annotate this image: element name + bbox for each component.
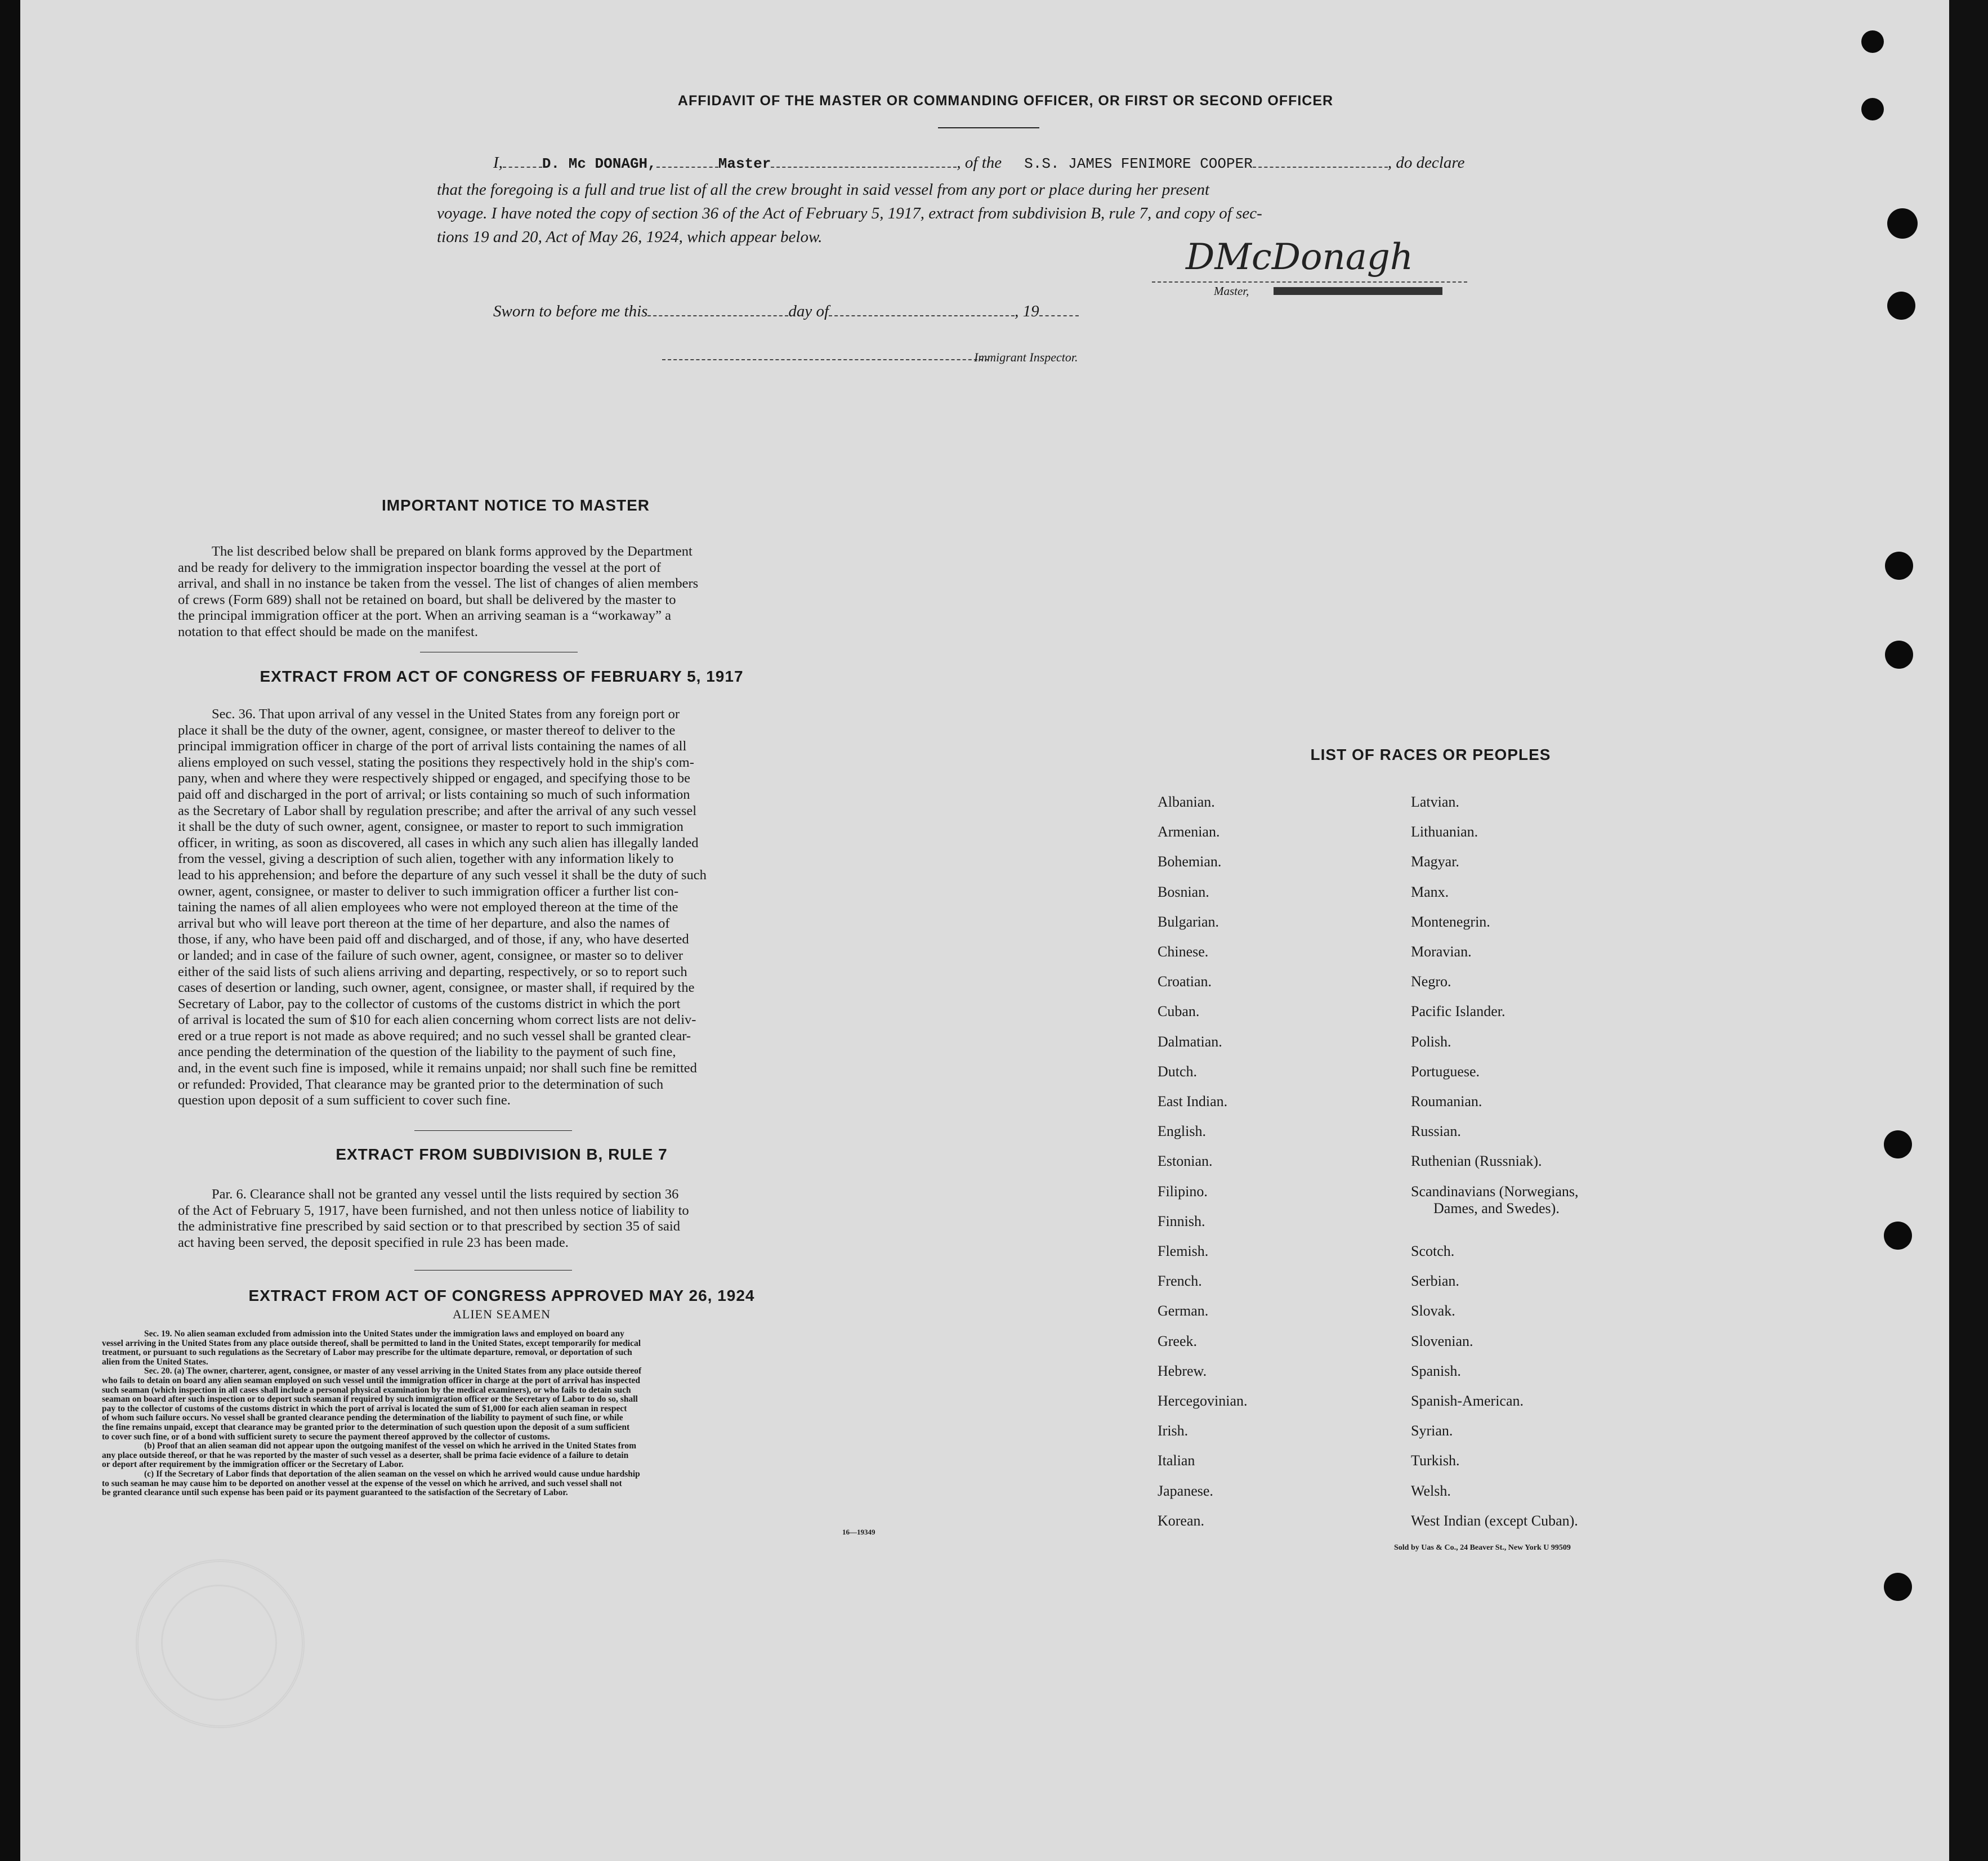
race-item: Italian — [1158, 1452, 1195, 1469]
binder-hole — [1887, 208, 1918, 239]
extract-1924-subheading: ALIEN SEAMEN — [453, 1307, 551, 1321]
extract-line: alien from the United States. — [102, 1357, 208, 1367]
extract-line: ered or a true report is not made as above required; and no such vessel shall be granted clear- — [178, 1028, 691, 1044]
extract-line: lead to his apprehension; and before the departure of any such vessel it shall be the duty of such — [178, 867, 707, 883]
extract-line: it shall be the duty of such owner, agent, consignee, or master to report to such immigration — [178, 819, 683, 835]
sworn-line — [493, 299, 1079, 323]
race-item: German. — [1158, 1303, 1209, 1319]
extract-line: from the vessel, giving a description of such alien, together with any information likely to — [178, 851, 674, 867]
extract-rule7-heading: EXTRACT FROM SUBDIVISION B, RULE 7 — [336, 1146, 668, 1163]
race-item: Filipino. — [1158, 1183, 1208, 1200]
race-item: Roumanian. — [1411, 1093, 1482, 1110]
race-item: Latvian. — [1411, 794, 1459, 810]
race-item: Albanian. — [1158, 794, 1215, 810]
rank-trailer — [771, 155, 957, 168]
race-item: Turkish. — [1411, 1452, 1460, 1469]
extract-line: seaman on board after such inspection or to deport such seaman if required by such immigration officer or the Secretary of Labor to do so, shall — [102, 1394, 638, 1404]
extract-line: or refunded: Provided, That clearance may be granted prior to the determination of such — [178, 1076, 664, 1092]
extract-line: place it shall be the duty of the owner, agent, consignee, or master thereof to deliver to the — [178, 722, 676, 738]
extract-line: the fine remains unpaid, except that clearance may be granted prior to the determination of such question upon the deposit of a sum sufficient — [102, 1422, 630, 1432]
extract-line: treatment, or pursuant to such regulations as the Secretary of Labor may prescribe for the ultimate departure, removal, or deportation of such — [102, 1348, 632, 1358]
declaration-line-1 — [493, 151, 1529, 176]
notice-line: The list described below shall be prepared on blank forms approved by the Department — [212, 544, 693, 559]
extract-line: owner, agent, consignee, or master to deliver to such immigration officer a further list con- — [178, 883, 679, 899]
binder-hole — [1885, 552, 1913, 580]
extract-line: of whom such failure occurs. No vessel shall be granted clearance pending the determination of the liability to payment of such fine, or while — [102, 1413, 623, 1423]
extract-line: or landed; and in case of the failure of such owner, agent, consignee, or master so to deliver — [178, 947, 683, 963]
vessel-trailer — [1253, 155, 1388, 168]
do-declare-label: , do declare — [1387, 154, 1465, 172]
sworn-label: Sworn to before me this — [493, 302, 648, 320]
extract-line: ance pending the determination of the question of the liability to the payment of such fine, — [178, 1044, 676, 1060]
embossed-seal — [136, 1559, 305, 1728]
notice-line: arrival, and shall in no instance be taken from the vessel. The list of changes of alien members — [178, 576, 699, 592]
race-item: Flemish. — [1158, 1243, 1209, 1259]
binder-hole — [1861, 98, 1884, 120]
race-item: Hebrew. — [1158, 1362, 1207, 1379]
i-label: I, — [493, 154, 503, 172]
race-item: Scotch. — [1411, 1243, 1455, 1259]
extract-line: pany, when and where they were respectively shipped or engaged, and specifying those to be — [178, 771, 691, 786]
binder-hole — [1861, 30, 1884, 53]
extract-line: Par. 6. Clearance shall not be granted any vessel until the lists required by section 36 — [212, 1187, 679, 1202]
master-name: D. Mc DONAGH, — [542, 155, 656, 172]
race-item: Spanish-American. — [1411, 1393, 1524, 1409]
race-item: Montenegrin. — [1411, 913, 1490, 930]
inspector-label: Immigrant Inspector. — [974, 350, 1078, 364]
race-item: French. — [1158, 1273, 1202, 1290]
extract-line: question upon deposit of a sum sufficient to cover such fine. — [178, 1093, 511, 1108]
extract-line: Sec. 20. (a) The owner, charterer, agent, consignee, or master of any vessel arriving in the United States from any place outside thereof — [144, 1366, 642, 1376]
race-item: Moravian. — [1411, 943, 1472, 960]
extract-line: arrival but who will leave port thereon at the time of her departure, and also the names of — [178, 915, 670, 931]
extract-line: paid off and discharged in the port of arrival; or lists containing so much of such information — [178, 786, 690, 802]
extract-line: and, in the event such fine is imposed, while it remains unpaid; nor shall such fine be remitted — [178, 1061, 697, 1076]
extract-line: pay to the collector of customs of the customs district in which the port of arrival is located the sum of $1,000 for each alien seaman in respect — [102, 1403, 627, 1413]
race-item: Croatian. — [1158, 973, 1212, 990]
race-item: Lithuanian. — [1411, 824, 1478, 840]
race-item: Dutch. — [1158, 1063, 1198, 1080]
extract-line: (b) Proof that an alien seaman did not appear upon the outgoing manifest of the vessel on which he arrived in the United States from — [144, 1441, 637, 1451]
race-item: Finnish. — [1158, 1213, 1205, 1229]
race-item: Greek. — [1158, 1332, 1198, 1349]
race-item: Pacific Islander. — [1411, 1003, 1505, 1020]
day-of-label: day of — [788, 302, 829, 320]
notice-body — [178, 544, 825, 641]
binder-hole — [1884, 1573, 1912, 1601]
affidavit-title: AFFIDAVIT OF THE MASTER OR COMMANDING OFFICER, OR FIRST OR SECOND OFFICER — [677, 93, 1334, 109]
declaration-line-2: that the foregoing is a full and true list of all the crew brought in said vessel from any port or place during her present — [437, 181, 1210, 199]
extract-line: such seaman (which inspection in all cases shall include a personal physical examination by the medical examiners), or who fails to detain such — [102, 1385, 631, 1395]
inspector-signature-line[interactable] — [662, 359, 989, 360]
master-rank: Master — [718, 155, 771, 172]
struck-out-text — [1274, 287, 1442, 295]
race-item: Welsh. — [1411, 1482, 1451, 1499]
sworn-year-blank[interactable] — [1039, 304, 1079, 316]
scan-border — [1949, 0, 1988, 1861]
extract-rule7-body — [178, 1187, 825, 1251]
race-item: Bosnian. — [1158, 883, 1209, 900]
notice-line: of crews (Form 689) shall not be retained on board, but shall be delivered by the master to — [178, 592, 676, 607]
races-heading: LIST OF RACES OR PEOPLES — [1310, 746, 1551, 763]
race-item: Portuguese. — [1411, 1063, 1480, 1080]
sworn-day-blank[interactable] — [647, 304, 788, 316]
binder-hole — [1884, 1130, 1912, 1158]
race-item: Spanish. — [1411, 1362, 1461, 1379]
race-item: Japanese. — [1158, 1482, 1213, 1499]
signature-line — [1152, 281, 1467, 283]
extract-line: any place outside thereof, or that he was reported by the master of such vessel as a deserter, shall be prima facie evidence of a failure to detain — [102, 1450, 629, 1460]
race-item: Estonian. — [1158, 1153, 1213, 1170]
extract-line: cases of desertion or landing, such owner, agent, consignee, or master shall, if required by the — [178, 980, 695, 996]
extract-1924-body — [102, 1330, 910, 1498]
race-item: Korean. — [1158, 1512, 1205, 1529]
race-item: Negro. — [1411, 973, 1451, 990]
extract-line: the administrative fine prescribed by said section or to that prescribed by section 35 of said — [178, 1219, 680, 1234]
race-item: Scandinavians (Norwegians, — [1411, 1183, 1579, 1200]
section-divider — [414, 1130, 572, 1131]
form-number: 16—19349 — [842, 1528, 875, 1536]
race-item: Polish. — [1411, 1033, 1451, 1050]
extract-line: taining the names of all alien employees who were not employed thereon at the time of the — [178, 900, 678, 915]
extract-line: (c) If the Secretary of Labor finds that deportation of the alien seaman on the vessel on which he arrived would cause undue hardship — [144, 1469, 640, 1479]
race-item: Irish. — [1158, 1422, 1189, 1439]
extract-line: those, if any, who have been paid off and discharged, and of those, if any, who have deserted — [178, 932, 689, 947]
extract-1924-heading: EXTRACT FROM ACT OF CONGRESS APPROVED MAY 26, 1924 — [248, 1287, 755, 1304]
of-the-label: , of the — [957, 154, 1002, 172]
document-sheet — [20, 0, 1949, 1861]
notice-line: the principal immigration officer at the port. When an arriving seaman is a “workaway” a — [178, 608, 672, 624]
extract-line: aliens employed on such vessel, stating the positions they respectively hold in the ship's com- — [178, 754, 694, 770]
year-prefix: , 19 — [1015, 302, 1039, 320]
title-divider — [938, 127, 1039, 128]
extract-line: Secretary of Labor, pay to the collector of customs of the customs district in which the port — [178, 996, 681, 1012]
section-divider — [414, 1270, 572, 1271]
race-item: Hercegovinian. — [1158, 1393, 1248, 1409]
extract-1917-heading: EXTRACT FROM ACT OF CONGRESS OF FEBRUARY 5, 1917 — [260, 668, 744, 685]
extract-line: Sec. 36. That upon arrival of any vessel in the United States from any foreign port or — [212, 706, 680, 722]
race-item: East Indian. — [1158, 1093, 1228, 1110]
race-item: Ruthenian (Russniak). — [1411, 1153, 1542, 1170]
extract-line: to such seaman he may cause him to be deported on another vessel at the expense of the vessel on which he arrived, and such vessel shall not — [102, 1478, 622, 1488]
race-item: Magyar. — [1411, 853, 1459, 870]
race-item: Slovak. — [1411, 1303, 1455, 1319]
vessel-name: S.S. JAMES FENIMORE COOPER — [1024, 155, 1253, 172]
race-item: Armenian. — [1158, 824, 1220, 840]
race-item: Bulgarian. — [1158, 913, 1219, 930]
extract-1917-body — [178, 706, 825, 1109]
binder-hole — [1885, 641, 1913, 669]
race-item: West Indian (except Cuban). — [1411, 1512, 1578, 1529]
race-item: Russian. — [1411, 1123, 1461, 1140]
extract-line: either of the said lists of such aliens arriving and departing, respectively, or so to report such — [178, 964, 687, 979]
notice-line: and be ready for delivery to the immigration inspector boarding the vessel at the port of — [178, 560, 661, 575]
extract-line: to cover such fine, or of a bond with sufficient surety to secure the payment thereof approved by the collector of customs. — [102, 1431, 550, 1442]
binder-hole — [1884, 1222, 1912, 1250]
extract-line: officer, in writing, as soon as discovered, all cases in which any such alien has illegally landed — [178, 835, 699, 851]
declaration-line-4: tions 19 and 20, Act of May 26, 1924, which appear below. — [437, 228, 823, 246]
race-item: Dames, and Swedes). — [1433, 1200, 1560, 1216]
race-item: Slovenian. — [1411, 1332, 1473, 1349]
extract-line: as the Secretary of Labor shall by regulation prescribe; and after the arrival of any such vessel — [178, 803, 697, 818]
race-item: Chinese. — [1158, 943, 1209, 960]
extract-line: Sec. 19. No alien seaman excluded from admission into the United States under the immigration laws and employed on board any — [144, 1329, 624, 1339]
binder-hole — [1887, 292, 1915, 320]
master-signature: DMcDonagh — [1186, 236, 1414, 278]
notice-heading: IMPORTANT NOTICE TO MASTER — [381, 496, 650, 514]
extract-line: be granted clearance until such expense has been paid or its payment guaranteed to the satisfaction of the Secretary of Labor. — [102, 1488, 568, 1498]
signature-caption: Master, — [1214, 284, 1249, 298]
race-item: Manx. — [1411, 883, 1449, 900]
declaration-line-3: voyage. I have noted the copy of section 36 of the Act of February 5, 1917, extract from subdivision B, rule 7, and copy of sec- — [437, 204, 1262, 222]
notice-line: notation to that effect should be made on the manifest. — [178, 624, 478, 639]
extract-line: principal immigration officer in charge of the port of arrival lists containing the names of all — [178, 739, 687, 754]
race-item: Bohemian. — [1158, 853, 1222, 870]
extract-line: of the Act of February 5, 1917, have been furnished, and not then unless notice of liability to — [178, 1202, 689, 1218]
race-item: Syrian. — [1411, 1422, 1453, 1439]
extract-line: who fails to detain on board any alien seaman employed on such vessel until the immigration officer in charge at the port of arrival has inspected — [102, 1375, 640, 1385]
seller-imprint: Sold by Uas & Co., 24 Beaver St., New York U 99509 — [1394, 1544, 1571, 1552]
extract-line: of arrival is located the sum of $10 for each alien concerning whom correct lists are not deliv- — [178, 1012, 696, 1028]
name-gap — [656, 155, 718, 168]
race-item: English. — [1158, 1123, 1206, 1140]
extract-line: act having been served, the deposit specified in rule 23 has been made. — [178, 1234, 569, 1250]
race-item: Serbian. — [1411, 1273, 1459, 1290]
extract-line: or deport after requirement by the immigration officer or the Secretary of Labor. — [102, 1460, 404, 1470]
race-item: Dalmatian. — [1158, 1033, 1222, 1050]
sworn-month-blank[interactable] — [829, 304, 1015, 316]
extract-line: vessel arriving in the United States from any place outside thereof, shall be permitted to land in the United States, except temporarily for medical — [102, 1338, 641, 1348]
race-item: Cuban. — [1158, 1003, 1200, 1020]
name-leader — [503, 155, 542, 168]
